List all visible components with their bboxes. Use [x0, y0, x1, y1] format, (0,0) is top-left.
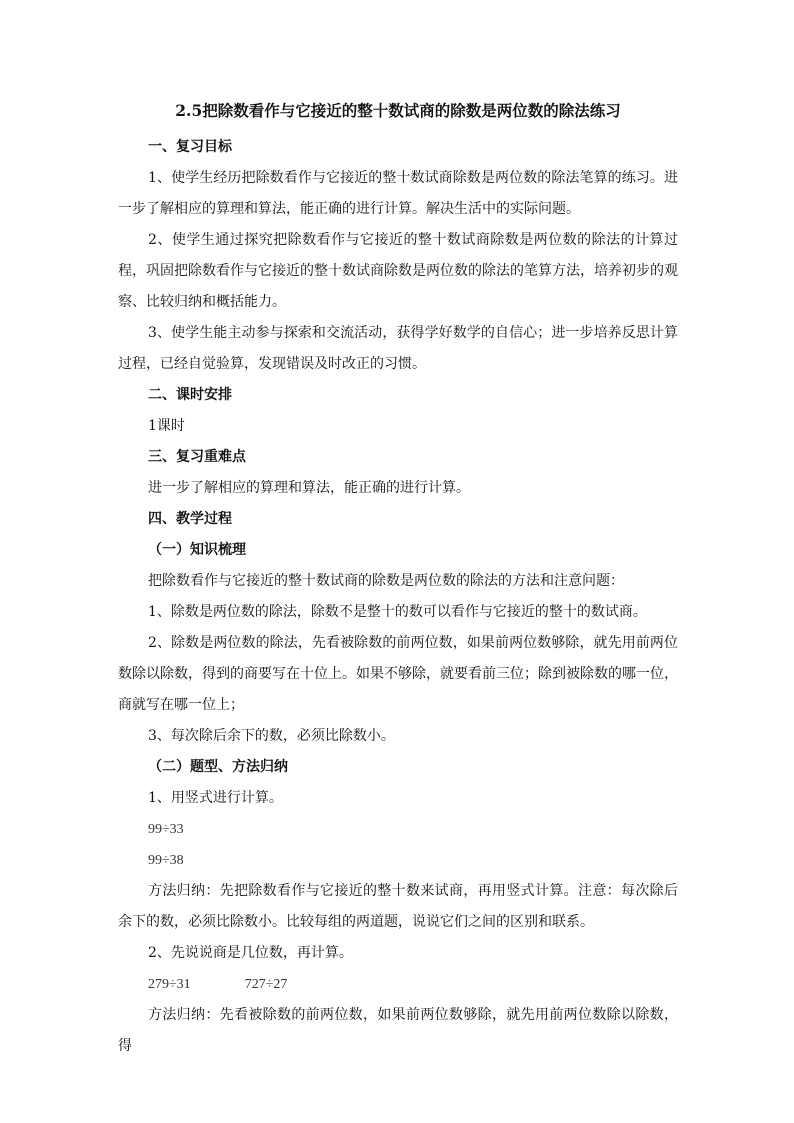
exercise-2-prompt: 2、先说说商是几位数，再计算。	[148, 945, 353, 961]
knowledge-intro: 把除数看作与它接近的整十数试商的除数是两位数的除法的方法和注意问题：	[148, 573, 624, 589]
method-summary-2: 方法归纳：先看被除数的前两位数，如果前两位数够除，就先用前两位数除以除数，得	[118, 1007, 678, 1054]
calculation-item: 99÷33	[148, 822, 184, 837]
calculation-row	[118, 969, 678, 1000]
key-points-text: 进一步了解相应的算理和算法，能正确的进行计算。	[148, 480, 470, 496]
section-heading-review-goals: 一、复习目标	[148, 139, 232, 155]
section-heading-schedule: 二、课时安排	[148, 387, 232, 403]
subsection-heading-methods: （二）题型、方法归纳	[148, 759, 288, 775]
goal-paragraph-2: 2、使学生通过探究把除数看作与它接近的整十数试商除数是两位数的除法的计算过程，巩固把除数看作与它接近的整十数试商除数是两位数的除法的笔算方法，培养初步的观察、比较归纳和概括能力。	[118, 232, 678, 310]
schedule-text: 1课时	[148, 418, 185, 434]
calculation-item: 279÷31	[148, 977, 191, 992]
section-heading-teaching-process: 四、教学过程	[148, 511, 232, 527]
knowledge-point-3: 3、每次除后余下的数，必须比除数小。	[148, 728, 395, 744]
knowledge-point-1: 1、除数是两位数的除法，除数不是整十的数可以看作与它接近的整十的数试商。	[148, 604, 647, 620]
section-heading-key-points: 三、复习重难点	[148, 449, 246, 465]
exercise-1-prompt: 1、用竖式进行计算。	[148, 790, 283, 806]
knowledge-point-2: 2、除数是两位数的除法，先看被除数的前两位数，如果前两位数够除，就先用前两位数除以除数，得到的商要写在十位上。如果不够除，就要看前三位；除到被除数的哪一位，商就写在哪一位上；	[118, 635, 678, 713]
goal-paragraph-3: 3、使学生能主动参与探索和交流活动，获得学好数学的自信心；进一步培养反思计算过程，已经自觉验算，发现错误及时改正的习惯。	[118, 325, 678, 372]
document-title: 2.5把除数看作与它接近的整十数试商的除数是两位数的除法练习	[175, 101, 621, 120]
method-summary-1: 方法归纳：先把除数看作与它接近的整十数来试商，再用竖式计算。注意：每次除后余下的数，必须比除数小。比较每组的两道题，说说它们之间的区别和联系。	[118, 883, 678, 930]
subsection-heading-knowledge: （一）知识梳理	[148, 542, 246, 558]
calculation-item: 99÷38	[148, 853, 184, 868]
calculation-item: 727÷27	[244, 977, 288, 992]
goal-paragraph-1: 1、使学生经历把除数看作与它接近的整十数试商除数是两位数的除法笔算的练习。进一步了解相应的算理和算法，能正确的进行计算。解决生活中的实际问题。	[118, 170, 678, 217]
